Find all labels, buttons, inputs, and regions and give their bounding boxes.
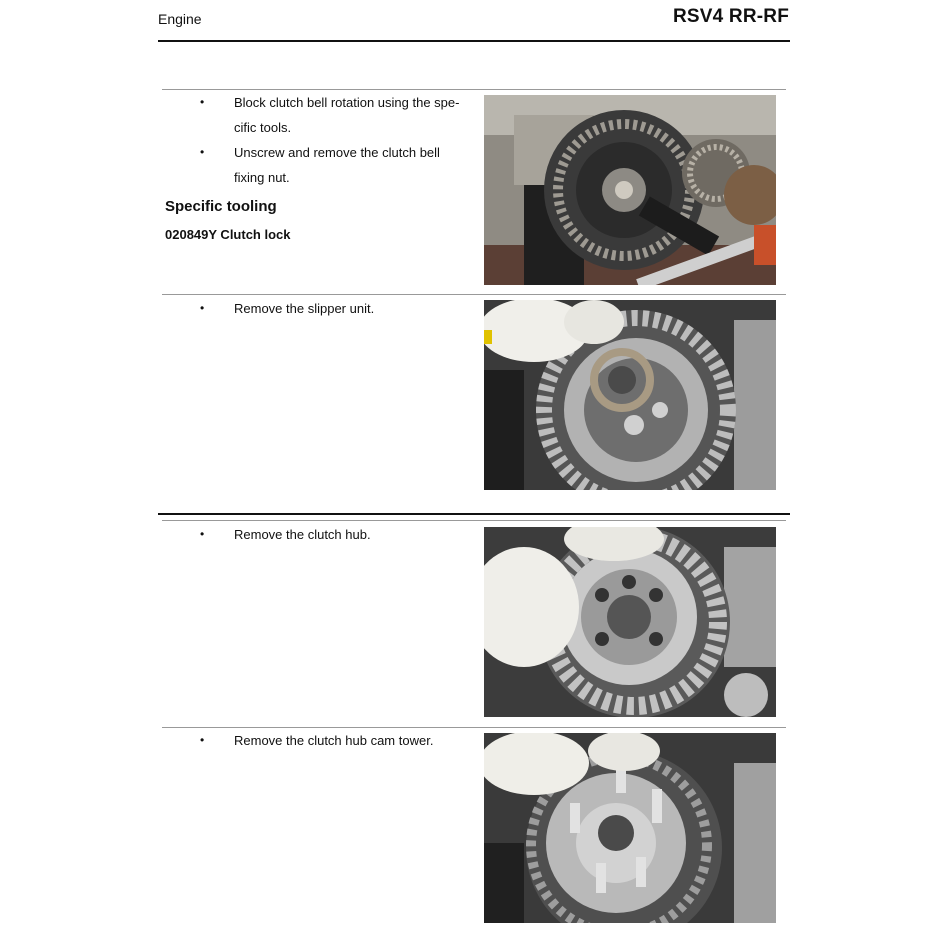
bullet-text: Block clutch bell rotation using the spe-cific tools. — [234, 95, 460, 135]
section-title: Engine — [158, 11, 202, 27]
clutch-lock-photo — [484, 95, 776, 285]
section-rule — [158, 513, 790, 515]
bullet-text: Remove the clutch hub. — [234, 527, 371, 542]
bullet-text: Remove the slipper unit. — [234, 301, 375, 316]
bullet-text: Unscrew and remove the clutch bell fixing nut. — [234, 145, 440, 185]
bullet-text: Remove the clutch hub cam tower. — [234, 733, 434, 748]
bullet-icon: • — [200, 301, 205, 315]
bullet-icon: • — [200, 95, 205, 109]
step-divider — [162, 520, 786, 521]
clutch-hub-photo — [484, 527, 776, 717]
bullet-icon: • — [200, 527, 205, 541]
bullet-icon: • — [200, 733, 205, 747]
step-divider — [162, 294, 786, 295]
bullet-icon: • — [200, 145, 205, 159]
header-rule — [158, 40, 790, 42]
cam-tower-photo — [484, 733, 776, 923]
slipper-unit-photo — [484, 300, 776, 490]
tool-code: 020849Y Clutch lock — [165, 227, 291, 242]
model-title: RSV4 RR-RF — [672, 6, 789, 27]
specific-tooling-heading: Specific tooling — [165, 198, 277, 215]
